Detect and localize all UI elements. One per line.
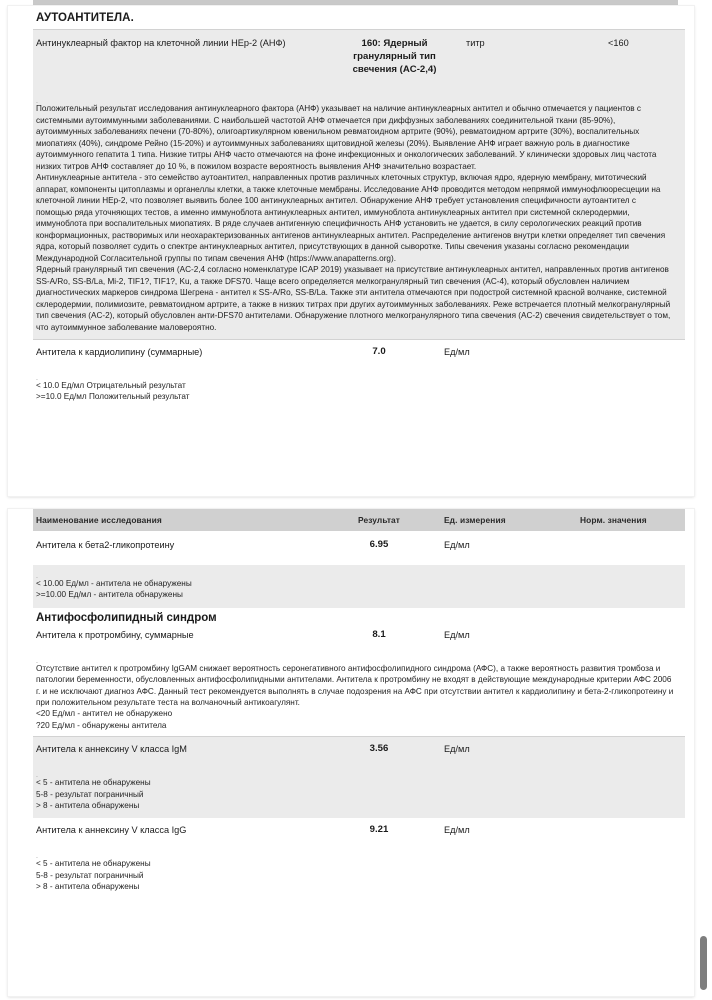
test-result: 9.21 xyxy=(369,824,389,836)
bullet-dot: . xyxy=(36,657,38,665)
test-units: Ед/мл xyxy=(444,744,470,755)
test-name: Антитела к бета2-гликопротеину xyxy=(36,540,175,550)
reference-range-detected: >=10.00 Ед/мл - антитела обнаружены xyxy=(36,590,183,600)
anf-description-paragraph-3: Ядерный гранулярный тип свечения (AC-2,4 согласно номенклатуре ICAP 2019) указывает на присутствие антинуклеарных антител, направленных против антигенов SS-A/Ro, SS-B/La, Mi-2, TIF1?, TIF1?, Ku, а также DFS70. Чаще всего определяется мелкогранулярный тип свечения (AC-4), который обусловлен наличием диагностических маркеров синдрома Шегрена - антител к SS-A/Ro, SS-B/La. Также эти антитела отмечаются при подострой системной красной волчанке, системной склеродермии, полимиозите, ревматоидном артрите, а также в низких титрах при других аутоиммунных заболеваниях. Реже встречается плотный мелкогранулярный тип свечения (AC-2), который обусловлен анти-DFS70 антителами. Обнаружение плотного мелкогранулярного типа свечения (AC-2) свечения свидетельствует о том, что аутоиммунное заболевание маловероятно. xyxy=(36,265,671,332)
test-units: Ед/мл xyxy=(444,347,470,357)
test-result: 8.1 xyxy=(372,628,386,640)
bullet-dot: . xyxy=(36,98,38,105)
bullet-dot: . xyxy=(36,853,38,861)
reference-range-positive: >=10.0 Ед/мл Положительный результат xyxy=(36,392,190,402)
reference-range-negative: < 10.0 Ед/мл Отрицательный результат xyxy=(36,381,186,390)
vertical-scrollbar-track[interactable] xyxy=(700,0,710,1000)
cardiolipin-reference-block xyxy=(33,370,685,410)
table-row xyxy=(33,29,685,92)
annexin-igm-reference-block xyxy=(33,767,685,818)
test-units: титр xyxy=(466,38,485,48)
test-name: Антитела к протромбину, суммарные xyxy=(36,629,194,640)
test-name: Антитела к кардиолипину (суммарные) xyxy=(36,347,203,357)
test-name: Антитела к аннексину V класса IgG xyxy=(36,825,187,836)
bullet-dot: . xyxy=(36,772,38,780)
test-units: Ед/мл xyxy=(444,540,470,550)
annexin-igg-reference-block xyxy=(33,848,685,899)
table-row xyxy=(33,627,685,653)
table-row xyxy=(33,818,685,848)
column-header-units: Ед. измерения xyxy=(444,515,506,525)
reference-range-not-detected: < 5 - антитела не обнаружены xyxy=(36,778,151,788)
vertical-scrollbar-thumb[interactable] xyxy=(700,936,707,990)
reference-range-not-detected: < 5 - антитела не обнаружены xyxy=(36,859,151,869)
test-norm: <160 xyxy=(608,38,629,48)
report-page-1 xyxy=(8,6,694,496)
column-header-result: Результат xyxy=(357,515,401,525)
anf-description-block xyxy=(33,92,685,339)
bullet-dot: . xyxy=(36,573,38,580)
test-result: 6.95 xyxy=(369,539,389,550)
table-row xyxy=(33,339,685,370)
test-units: Ед/мл xyxy=(444,825,470,836)
report-page-2 xyxy=(8,509,694,996)
column-header-norm: Норм. значения xyxy=(580,515,647,525)
reference-range-detected: ?20 Ед/мл - обнаружены антитела xyxy=(36,720,167,730)
beta2-reference-block xyxy=(33,565,685,608)
test-name: Антинуклеарный фактор на клеточной линии HEp-2 (АНФ) xyxy=(36,38,286,48)
bullet-dot: . xyxy=(36,375,38,382)
reference-range-not-detected: < 10.00 Ед/мл - антитела не обнаружены xyxy=(36,579,192,588)
reference-range-borderline: 5-8 - результат пограничный xyxy=(36,870,144,880)
test-result: 3.56 xyxy=(369,743,389,755)
table-header-row xyxy=(33,509,685,531)
anf-description-paragraph-2: Антинуклеарные антитела - это семейство аутоантител, направленных против различных клеточных структур, включая ядро, ядерную мембрану, митотический аппарат, компоненты цитоплазмы и органеллы клетки, а также клеточные мембраны. Исследование АНФ проводится методом непрямой иммунофлюоресцеции на клеточной линии HEp-2, что позволяет выявить более 100 антинуклеарных антител. Обнаружение АНФ требует установления специфичности аутоантител с помощью ряда уточняющих тестов, а именно иммуноблота антинуклеарных антител, иммуноблота антинуклеарных антител при системной склеродермии, иммуноблота при воспалительных миопатиях. В ряде случаев антигенную специфичность АНФ установить не удается, в силу серологических реакций против конформационных, растворимых или неохарактеризованных антигенов антинуклеарных антител. Распределение антигенов внутри клетки определяет тип свечения ядра, который позволяет судить о спектре антинуклеарных антител, присутствующих в данной сыворотке. Типы свечения указаны согласно рекомендации Международной Согласительной группы по типам свечения АНФ (https://www.anapatterns.org). xyxy=(36,173,666,263)
prothrombin-description-paragraph: Отсутствие антител к протромбину IgGAM снижает вероятность серонегативного антифосфолипидного синдрома (АФС), а также вероятность развития тромбоза и патологии беременности, обусловленных антифосфолипидными антителами. Антитела к протромбину не входят в действующие международные критерии АФС 2006 г. и не исключают диагноз АФС. Данный тест рекомендуется выполнять в случае подозрения на АФС при отсутствии антител к кардиолипину и бета-2-гликопротеину и при положительном результате теста на волчаночный антикоагулянт. xyxy=(36,663,674,708)
page-title: АУТОАНТИТЕЛА. xyxy=(36,12,134,24)
test-name: Антитела к аннексину V класса IgM xyxy=(36,744,187,755)
antiphospholipid-syndrome-heading: Антифосфолипидный синдром xyxy=(36,611,217,624)
reference-range-borderline: 5-8 - результат пограничный xyxy=(36,789,144,799)
table-row xyxy=(33,531,685,565)
anf-description-paragraph-1: Положительный результат исследования антинуклеарного фактора (АНФ) указывает на наличие антинуклеарных антител и обычно отмечается у пациентов с системными аутоиммунными заболеваниями. С наибольшей частотой АНФ отмечается при диффузных заболеваниях соединительной ткани (85-90%), аутоиммунных заболеваниях печени (70-80%), олигоартикулярном ювенильном ревматоидном артрите (90%), ревматоидном артрите (30%), воспалительных миопатиях (40%), синдроме Рейно (15-20%) и аутоиммунных заболеваниях щитовидной железы (20%). Выявление АНФ играет важную роль в диагностике аутоиммунного гепатита 1 типа. Низкие титры АНФ часто отмечаются на фоне инфекционных и онкологических заболеваний. У клинически здоровых лиц частота низких титров АНФ составляет до 10 %, в пожилом возрасте вероятность выявления АНФ значительно возрастает. xyxy=(36,104,657,171)
table-row xyxy=(33,736,685,767)
prothrombin-description-block xyxy=(33,653,685,736)
test-result: 160: Ядерный гранулярный тип свечения (AC-2,4) xyxy=(352,38,437,75)
reference-range-detected: > 8 - антитела обнаружены xyxy=(36,801,140,811)
reference-range-detected: > 8 - антитела обнаружены xyxy=(36,882,140,892)
test-result: 7.0 xyxy=(372,346,386,357)
test-units: Ед/мл xyxy=(444,629,470,640)
column-header-name: Наименование исследования xyxy=(36,515,162,525)
reference-range-not-detected: <20 Ед/мл - антител не обнаружено xyxy=(36,709,173,719)
